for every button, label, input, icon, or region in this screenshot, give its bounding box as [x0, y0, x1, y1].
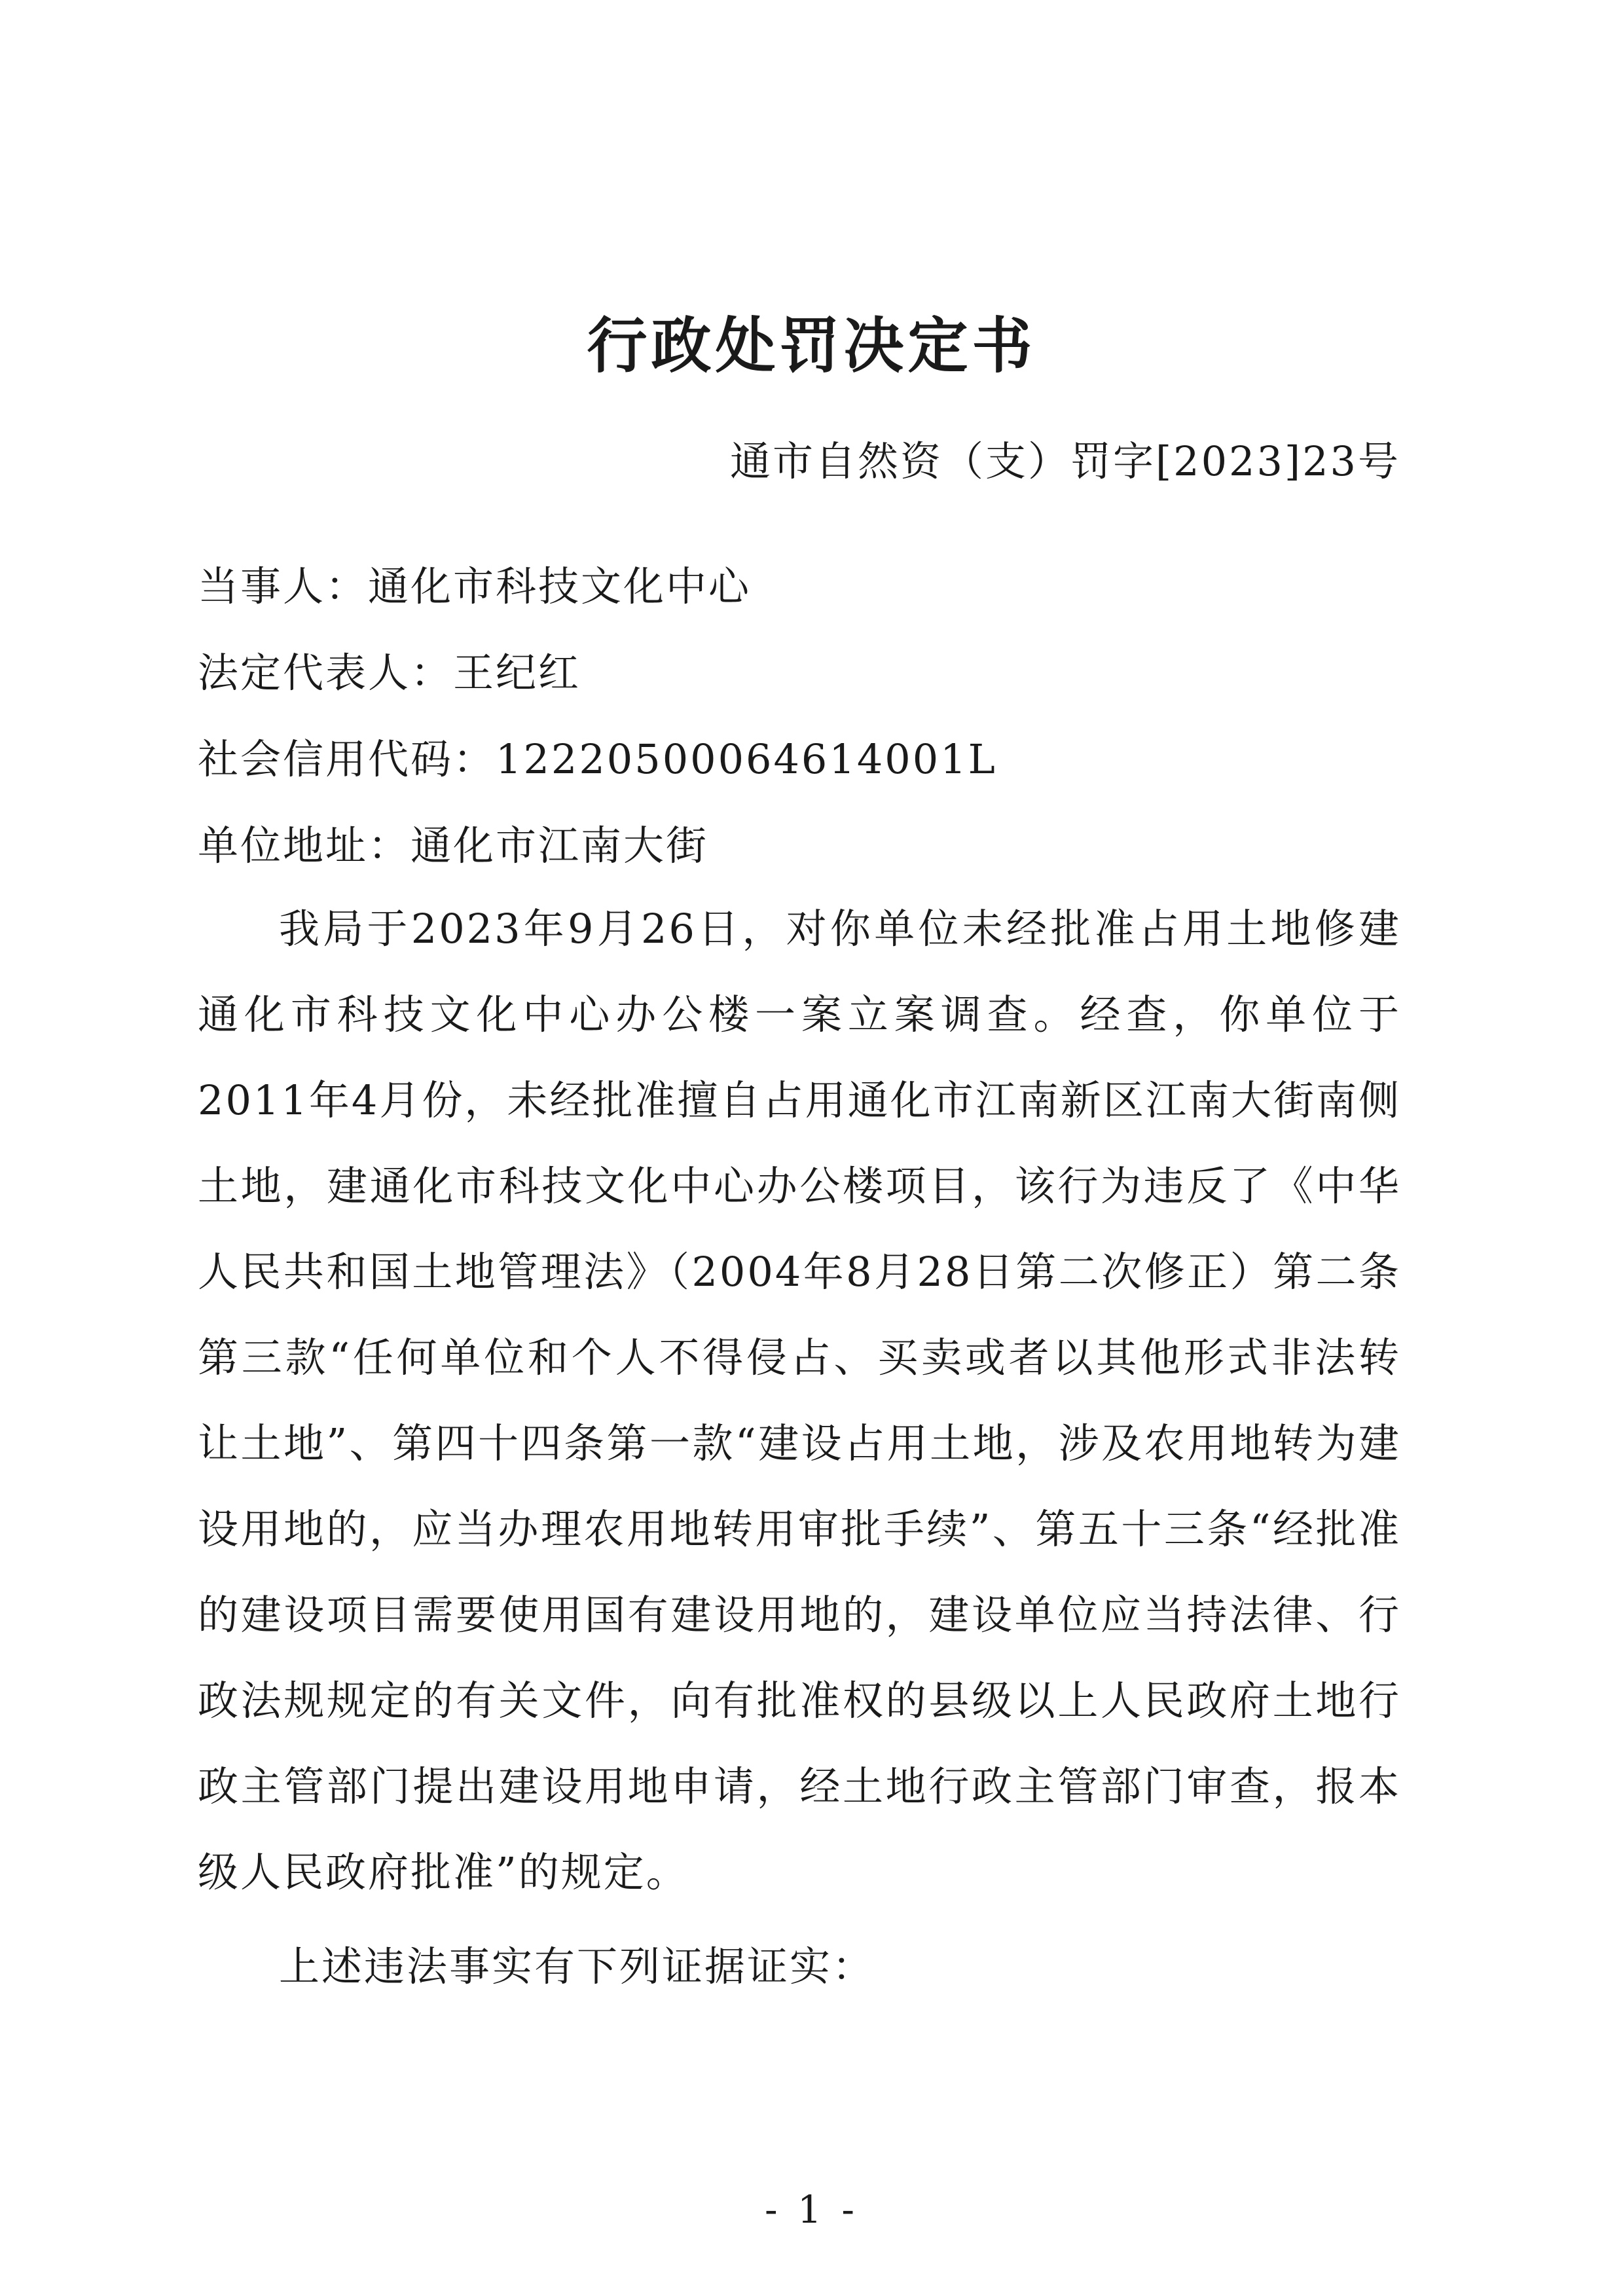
party-value: 通化市科技文化中心 — [368, 562, 752, 610]
legal-rep-value: 王纪红 — [453, 649, 581, 697]
body-paragraph-2: 上述违法事实有下列证据证实： — [279, 1942, 875, 1990]
address-line — [198, 816, 708, 875]
address-label: 单位地址： — [198, 822, 411, 869]
credit-code-line — [198, 730, 997, 789]
party-label: 当事人： — [198, 562, 369, 610]
legal-rep-label: 法定代表人： — [198, 649, 454, 697]
credit-code-value: 12220500064614001L — [496, 735, 997, 783]
credit-code-label: 社会信用代码： — [198, 735, 496, 783]
document-number: 通市自然资（支）罚字[2023]23号 — [729, 437, 1400, 485]
body-paragraph-1: 我局于2023年9月26日，对你单位未经批准占用土地修建通化市科技文化中心办公楼一案立案调查。经查，你单位于2011年4月份，未经批准擅自占用通化市江南新区江南大街南侧土地，建通化市科技文化中心办公楼项目，该行为违反了《中华人民共和国土地管理法》（2004年8月28日第二次修正）第二条第三款“任何单位和个人不得侵占、买卖或者以其他形式非法转让土地”、第四十四条第一款“建设占用土地，涉及农用地转为建设用地的，应当办理农用地转用审批手续”、第五十三条“经批准的建设项目需要使用国有建设用地的，建设单位应当持法律、行政法规规定的有关文件，向有批准权的县级以上人民政府土地行政主管部门提出建设用地申请，经土地行政主管部门审查，报本级人民政府批准”的规定。 — [198, 905, 1401, 1896]
address-value: 通化市江南大街 — [410, 822, 709, 869]
document-title: 行政处罚决定书 — [587, 310, 1036, 381]
page-number: - 1 - — [765, 2187, 858, 2232]
legal-rep-line — [198, 644, 581, 702]
party-line — [198, 557, 751, 616]
